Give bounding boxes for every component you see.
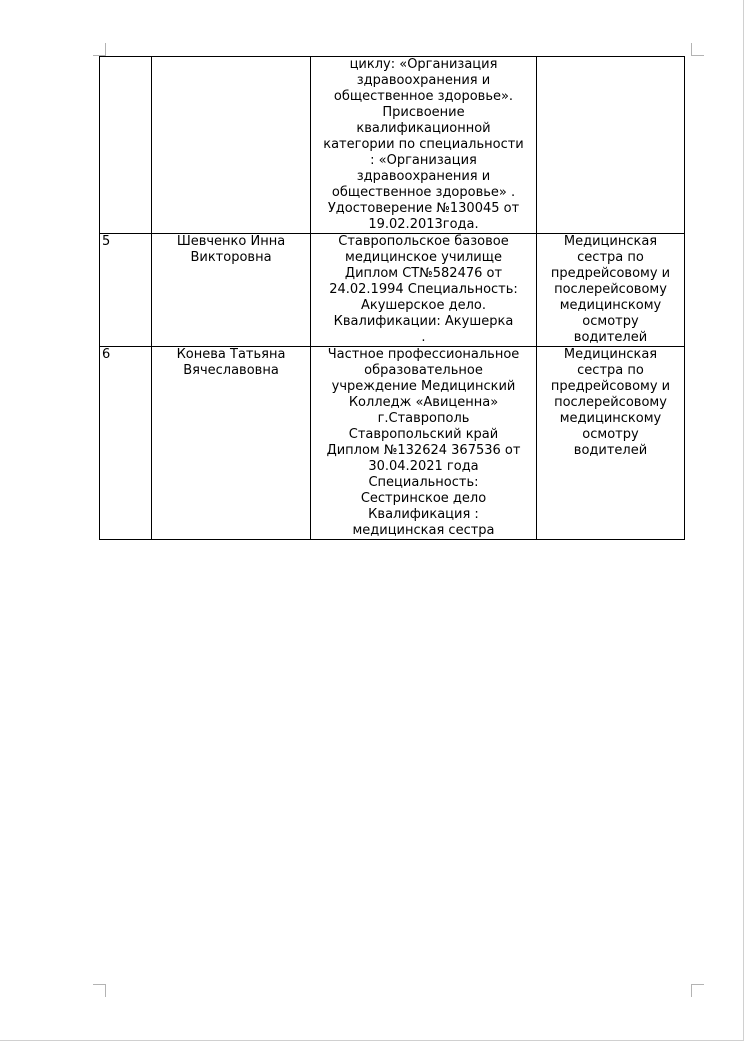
row-number: 5 — [102, 234, 111, 249]
position-text: Медицинская сестра по предрейсовому и послерейсовому медицинскому осмотру водителей — [550, 347, 671, 458]
education-text: Частное профессиональное образовательное учреждение Медицинский Колледж «Авиценна» г.Ставрополь Ставропольский край Диплом №132624 367536 от 30.04.2021 года Специальность: Сестринское дело Квалификация : медицинская сестра — [326, 347, 521, 538]
employee-name-cell — [152, 57, 311, 234]
margin-corner-bottom-left — [93, 984, 106, 997]
row-number-cell — [100, 234, 152, 347]
table-row — [100, 57, 685, 234]
row-number-cell — [100, 57, 152, 234]
position-text: Медицинская сестра по предрейсовому и послерейсовому медицинскому осмотру водителей — [550, 234, 671, 345]
margin-corner-top-left — [93, 43, 106, 56]
education-cell — [311, 57, 537, 234]
margin-corner-top-right — [691, 43, 704, 56]
education-text: циклу: «Организация здравоохранения и общественное здоровье». Присвоение квалификационной категории по специальности : «Организация здравоохранения и общественное здоровье» . Удостоверение №130045 от 19.02.2013года. — [323, 57, 524, 232]
education-cell — [311, 347, 537, 540]
employee-name: Шевченко Инна Викторовна — [176, 234, 286, 265]
education-text: Ставропольское базовое медицинское училище Диплом СТ№582476 от 24.02.1994 Специальность: Акушерское дело. Квалификации: Акушерка . — [329, 234, 518, 345]
position-cell — [537, 234, 685, 347]
staff-table — [99, 56, 685, 540]
employee-name: Конева Татьяна Вячеславовна — [176, 347, 286, 378]
employee-name-cell — [152, 234, 311, 347]
margin-corner-bottom-right — [691, 984, 704, 997]
position-cell — [537, 57, 685, 234]
row-number-cell — [100, 347, 152, 540]
table-row — [100, 234, 685, 347]
table-row — [100, 347, 685, 540]
employee-name-cell — [152, 347, 311, 540]
position-cell — [537, 347, 685, 540]
education-cell — [311, 234, 537, 347]
row-number: 6 — [102, 347, 111, 362]
